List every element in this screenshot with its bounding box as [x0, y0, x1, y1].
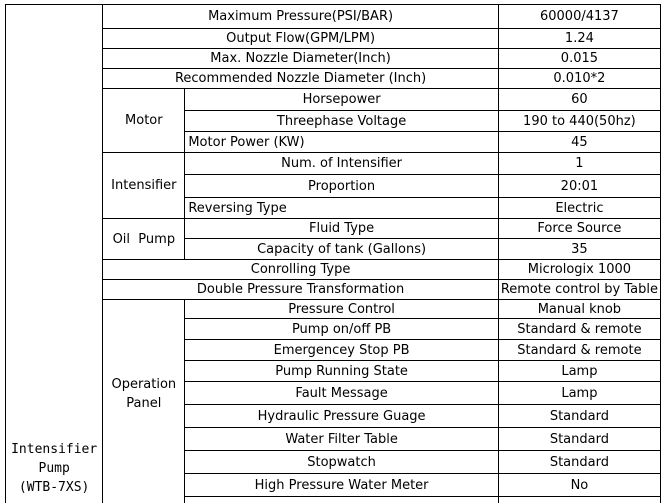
spec-value: Lamp	[498, 382, 660, 405]
stub-cell	[498, 497, 660, 503]
motor-group-label: Motor	[103, 89, 185, 153]
spec-value: Electric	[498, 198, 660, 219]
table-row	[6, 219, 661, 239]
spec-value: 45	[498, 132, 660, 153]
spec-value: Standard & remote	[498, 319, 660, 340]
spec-value: Force Source	[498, 219, 660, 239]
table-row	[6, 153, 661, 175]
product-name-cell	[6, 5, 103, 503]
spec-label: Fault Message	[185, 382, 498, 405]
spec-label: High Pressure Water Meter	[185, 474, 498, 497]
spec-value: Standard	[498, 405, 660, 428]
spec-label: Water Filter Table	[185, 428, 498, 451]
product-name-line1: Intensifier	[11, 441, 98, 457]
spec-value: Remote control by Table	[498, 280, 660, 300]
spec-label: Pump on/off PB	[185, 319, 498, 340]
table-row	[6, 300, 661, 319]
spec-label: Maximum Pressure(PSI/BAR)	[103, 5, 499, 29]
operation-panel-line1: Operation	[111, 377, 177, 392]
spec-label: Hydraulic Pressure Guage	[185, 405, 498, 428]
spec-label: Pump Running State	[185, 361, 498, 382]
spec-label: Horsepower	[185, 89, 498, 111]
spec-value: Standard & remote	[498, 340, 660, 361]
spec-label: Double Pressure Transformation	[103, 280, 499, 300]
spec-label: Conrolling Type	[103, 260, 499, 280]
spec-label: Stopwatch	[185, 451, 498, 474]
spec-label: Proportion	[185, 175, 498, 198]
spec-label: Capacity of tank (Gallons)	[185, 239, 498, 260]
spec-table	[5, 4, 661, 503]
spec-value: Standard	[498, 451, 660, 474]
spec-label: Motor Power (KW)	[185, 132, 498, 153]
table-row	[6, 280, 661, 300]
operation-panel-group-label	[103, 300, 185, 503]
spec-value: No	[498, 474, 660, 497]
spec-label: Max. Nozzle Diameter(Inch)	[103, 49, 499, 69]
spec-label: Reversing Type	[185, 198, 498, 219]
stub-cell	[185, 497, 498, 503]
spec-value: 1	[498, 153, 660, 175]
spec-value: Micrologix 1000	[498, 260, 660, 280]
spec-value: 1.24	[498, 29, 660, 49]
spec-value: 20:01	[498, 175, 660, 198]
table-row	[6, 69, 661, 89]
spec-value: Lamp	[498, 361, 660, 382]
table-row	[6, 29, 661, 49]
spec-label: Pressure Control	[185, 300, 498, 319]
operation-panel-line2: Panel	[126, 396, 162, 411]
product-name-line2: Pump	[38, 460, 70, 476]
spec-value: 0.015	[498, 49, 660, 69]
spec-label: Emergencey Stop PB	[185, 340, 498, 361]
table-row	[6, 260, 661, 280]
spec-label: Fluid Type	[185, 219, 498, 239]
spec-value: 0.010*2	[498, 69, 660, 89]
table-row	[6, 5, 661, 29]
spec-value: 60000/4137	[498, 5, 660, 29]
spec-value: 60	[498, 89, 660, 111]
spec-value: Standard	[498, 428, 660, 451]
table-row	[6, 89, 661, 111]
spec-label: Output Flow(GPM/LPM)	[103, 29, 499, 49]
intensifier-group-label: Intensifier	[103, 153, 185, 219]
product-name-line3: (WTB-7XS)	[18, 479, 90, 495]
spec-label: Threephase Voltage	[185, 111, 498, 132]
spec-value: 190 to 440(50hz)	[498, 111, 660, 132]
spec-value: Manual knob	[498, 300, 660, 319]
oil-pump-group-label: Oil Pump	[103, 219, 185, 260]
table-row	[6, 49, 661, 69]
spec-label: Num. of Intensifier	[185, 153, 498, 175]
spec-label: Recommended Nozzle Diameter (Inch)	[103, 69, 499, 89]
spec-value: 35	[498, 239, 660, 260]
